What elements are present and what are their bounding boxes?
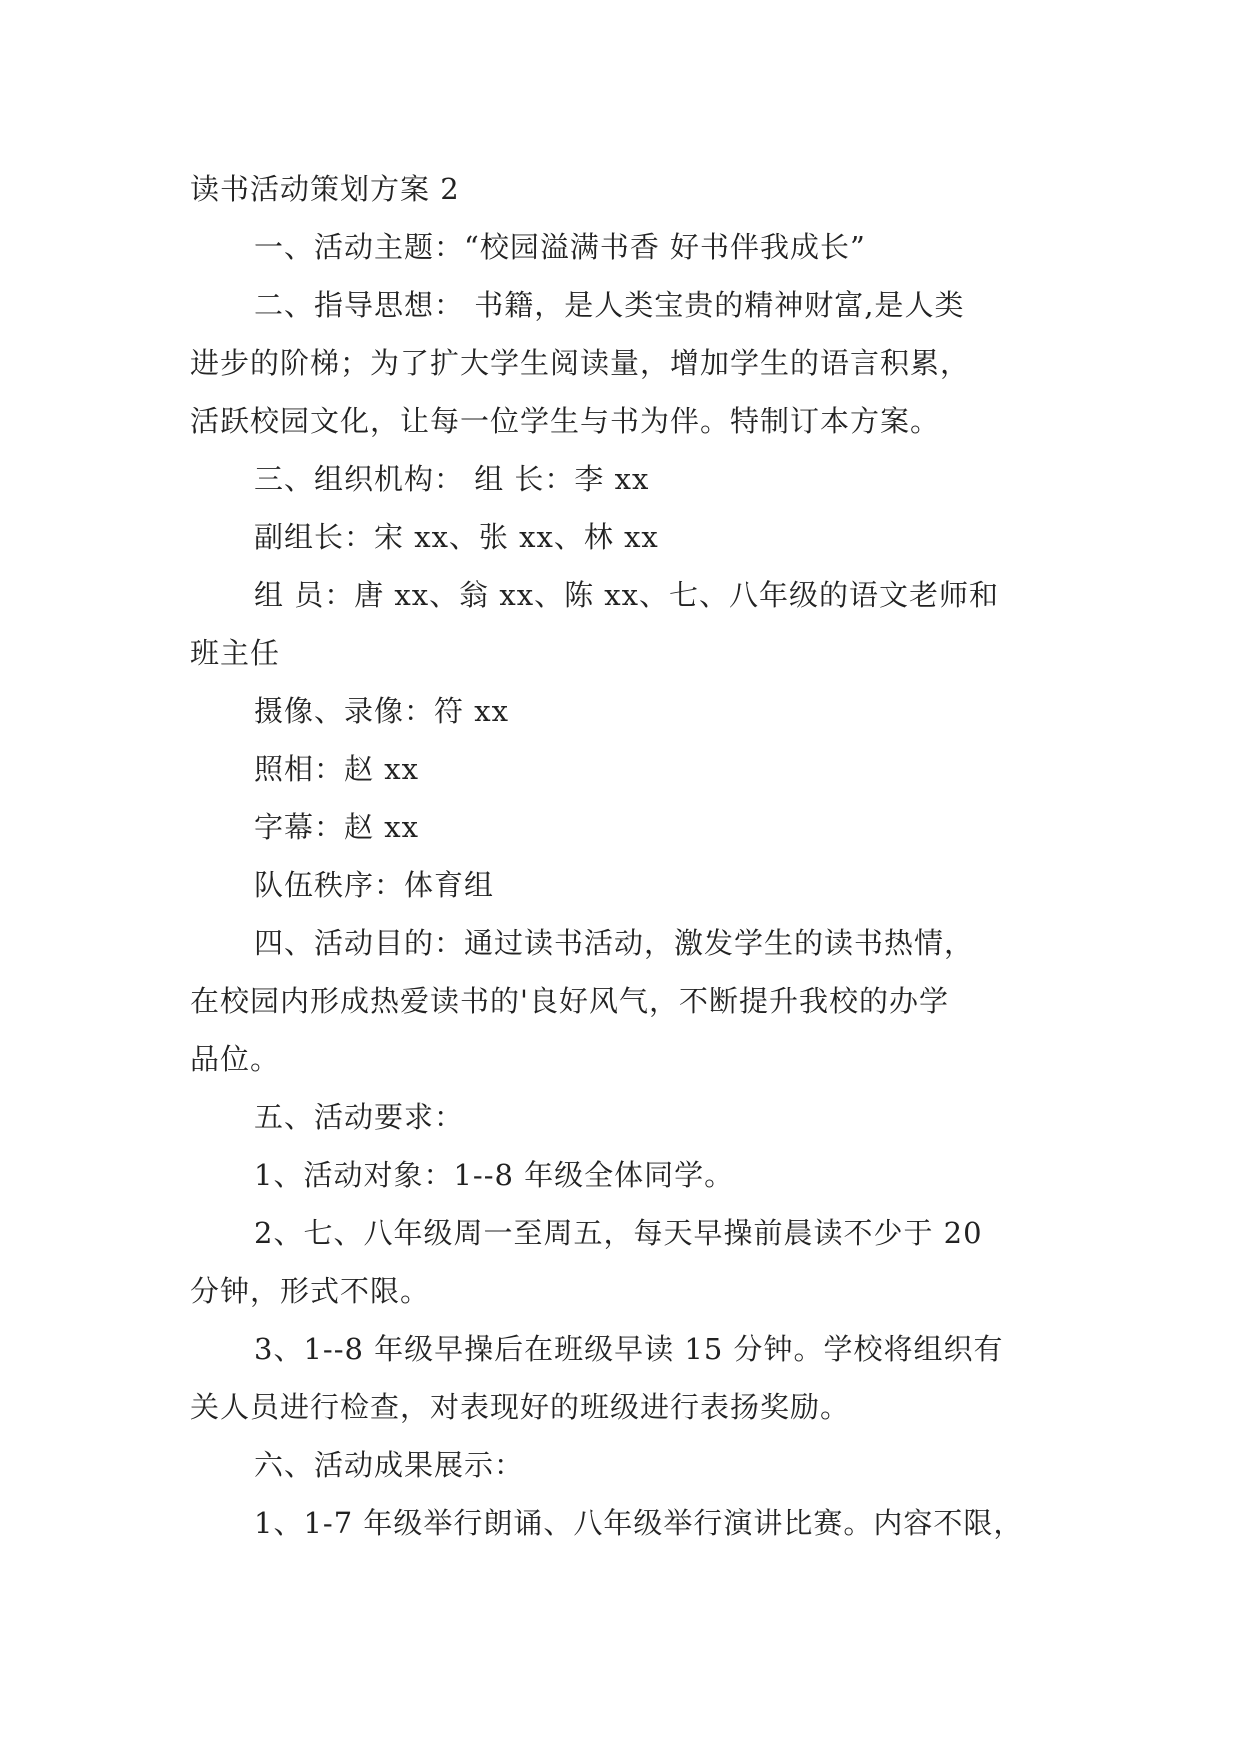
paragraph-line: 3、1--8 年级早操后在班级早读 15 分钟。学校将组织有 [254, 1332, 1004, 1366]
paragraph-line: 1、活动对象：1--8 年级全体同学。 [254, 1158, 735, 1192]
paragraph-line: 六、活动成果展示： [254, 1448, 525, 1482]
paragraph-line: 摄像、录像：符 xx [254, 694, 509, 728]
paragraph-line: 三、组织机构： 组 长：李 xx [254, 462, 650, 496]
paragraph-line: 2、七、八年级周一至周五，每天早操前晨读不少于 20 [254, 1216, 983, 1250]
paragraph-line: 关人员进行检查，对表现好的班级进行表扬奖励。 [190, 1390, 851, 1424]
paragraph-line: 照相：赵 xx [254, 752, 419, 786]
paragraph-line: 二、指导思想： 书籍，是人类宝贵的精神财富,是人类 [254, 288, 965, 322]
paragraph-line: 1、1-7 年级举行朗诵、八年级举行演讲比赛。内容不限， [254, 1506, 1024, 1540]
paragraph-line: 进步的阶梯；为了扩大学生阅读量，增加学生的语言积累， [190, 346, 971, 380]
paragraph-line: 四、活动目的：通过读书活动，激发学生的读书热情， [254, 926, 975, 960]
paragraph-line: 品位。 [190, 1042, 281, 1076]
paragraph-line: 活跃校园文化，让每一位学生与书为伴。特制订本方案。 [190, 404, 941, 438]
paragraph-line: 队伍秩序：体育组 [254, 868, 495, 902]
paragraph-line: 副组长：宋 xx、张 xx、林 xx [254, 520, 659, 554]
paragraph-line: 在校园内形成热爱读书的'良好风气，不断提升我校的办学 [190, 984, 949, 1018]
paragraph-line: 分钟，形式不限。 [190, 1274, 431, 1308]
paragraph-line: 一、活动主题：“校园溢满书香 好书伴我成长” [254, 230, 866, 264]
paragraph-line: 五、活动要求： [254, 1100, 465, 1134]
document-body [190, 160, 1070, 1552]
document-title: 读书活动策划方案 2 [190, 172, 460, 206]
paragraph-line: 组 员：唐 xx、翁 xx、陈 xx、七、八年级的语文老师和 [254, 578, 1000, 612]
paragraph-line: 班主任 [190, 636, 281, 670]
paragraph-line: 字幕：赵 xx [254, 810, 419, 844]
